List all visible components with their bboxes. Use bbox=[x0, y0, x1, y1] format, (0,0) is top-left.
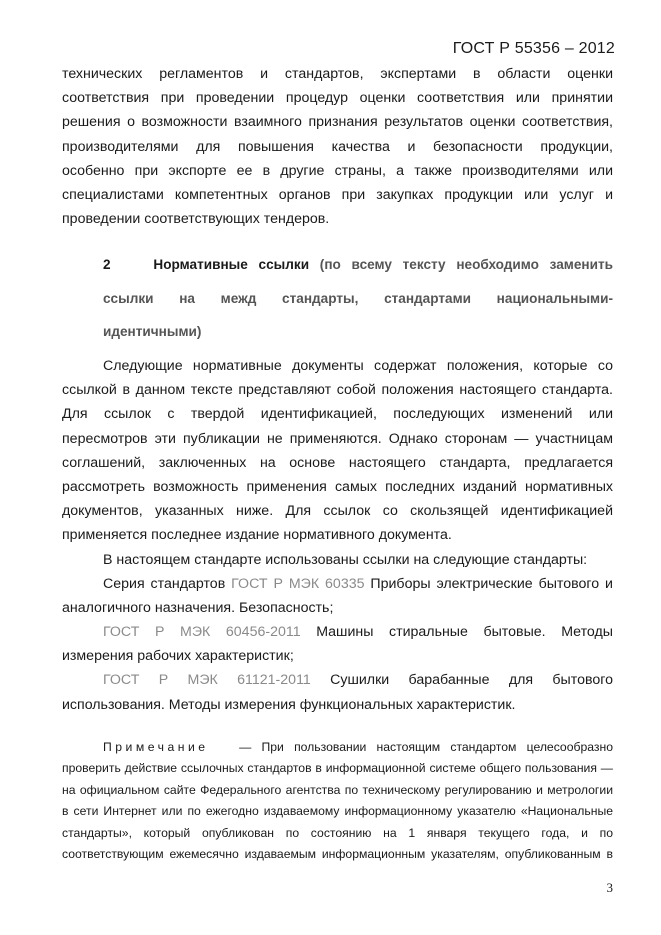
section-heading-line-1 bbox=[103, 248, 613, 282]
section-number: 2 bbox=[103, 257, 111, 272]
note-line: на официальном сайте Федерального агентства по техническому регулированию и метрологии bbox=[62, 782, 613, 797]
note-text: — При пользовании настоящим стандартом целесообразно bbox=[239, 740, 613, 754]
body-line: Для ссылок с твердой идентификацией, последующих изменений или bbox=[62, 406, 613, 423]
note-line: стандарты», который опубликован по состоянию на 1 января текущего года, и по bbox=[62, 825, 613, 840]
reference-title: Сушилки барабанные для бытового bbox=[310, 672, 613, 689]
note-line bbox=[62, 737, 613, 758]
note-line: проверить действие ссылочных стандартов в информационной системе общего пользования — bbox=[62, 761, 613, 776]
intro-line: технических регламентов и стандартов, экспертами в области оценки bbox=[62, 66, 613, 82]
reference-code: ГОСТ Р МЭК 61121-2011 bbox=[103, 672, 311, 689]
reference-entry bbox=[62, 620, 613, 644]
intro-line: специалистами компетентных органов при закупках продукции или услуг и bbox=[62, 186, 613, 203]
reference-entry bbox=[62, 572, 613, 596]
intro-line: соответствия при проведении процедур оценки соответствия или принятии bbox=[62, 90, 613, 107]
intro-line: особенно при экспорте ее в другие страны, а также производителями или bbox=[62, 162, 613, 179]
body-line: применяется последнее издание нормативного документа. bbox=[62, 527, 452, 544]
reference-code: ГОСТ Р МЭК 60335 bbox=[231, 575, 365, 592]
note-block bbox=[62, 737, 613, 865]
reference-title: Машины стиральные бытовые. Методы bbox=[300, 624, 613, 641]
body-line: пересмотров эти публикации не применяются. Однако сторонам — участницам bbox=[62, 430, 613, 447]
references-paragraph bbox=[62, 354, 613, 717]
body-line: соглашений, заключенных на основе настоящего стандарта, предлагается bbox=[62, 454, 613, 471]
section-heading bbox=[103, 248, 613, 349]
section-title: Нормативные ссылки bbox=[153, 257, 310, 272]
intro-line: производителями для повышения качества и безопасности продукции, bbox=[62, 138, 613, 155]
reference-entry bbox=[62, 668, 613, 692]
reference-lead: Серия стандартов bbox=[103, 575, 232, 592]
note-label: Примечание bbox=[103, 740, 209, 754]
reference-code: ГОСТ Р МЭК 60456-2011 bbox=[103, 624, 301, 641]
page-number: 3 bbox=[606, 880, 613, 895]
document-id: ГОСТ Р 55356 – 2012 bbox=[452, 40, 615, 57]
note-line: соответствующим ежемесячно издаваемым информационным указателям, опубликованным в bbox=[62, 846, 613, 861]
reference-entry-cont: аналогичного назначения. Безопасность; bbox=[62, 599, 334, 616]
refs-intro: В настоящем стандарте использованы ссылки на следующие стандарты: bbox=[103, 551, 588, 568]
body-line: документов, указанных ниже. Для ссылок со скользящей идентификацией bbox=[62, 503, 613, 520]
note-line: в сети Интернет или по ежегодно издаваемому информационному указателю «Национальные bbox=[62, 804, 613, 819]
editor-note-part-2: ссылки на межд стандарты, стандартами национальными- bbox=[103, 290, 613, 306]
body-line: ссылкой в данном тексте представляют собой положения настоящего стандарта. bbox=[62, 382, 613, 399]
editor-note-part-1: (по всему тексту необходимо заменить bbox=[319, 257, 613, 272]
reference-entry-cont: измерения рабочих характеристик; bbox=[62, 648, 294, 665]
editor-note-part-3: идентичными) bbox=[103, 324, 202, 339]
body-line: Следующие нормативные документы содержат положения, которые со bbox=[103, 358, 613, 374]
reference-entry-cont: использования. Методы измерения функциональных характеристик. bbox=[62, 696, 516, 713]
reference-title: Приборы электрические бытового и bbox=[364, 575, 613, 592]
intro-line: проведении соответствующих тендеров. bbox=[62, 211, 330, 228]
intro-paragraph bbox=[62, 62, 613, 231]
intro-line: решения о возможности взаимного признания результатов оценки соответствия, bbox=[62, 114, 613, 131]
body-line: рассмотреть возможность применения самых последних изданий нормативных bbox=[62, 478, 613, 495]
